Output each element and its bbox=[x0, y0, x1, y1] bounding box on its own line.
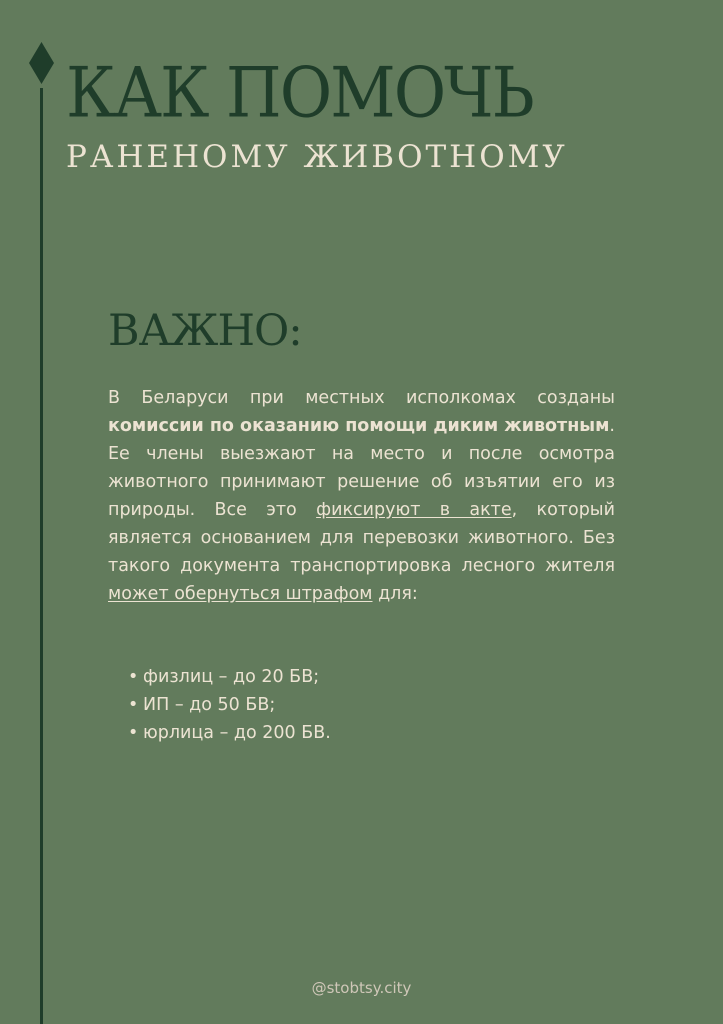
body-underlined-phrase: может обернуться штрафом bbox=[108, 584, 373, 604]
page-subtitle: РАНЕНОМУ ЖИВОТНОМУ bbox=[66, 139, 568, 175]
list-item: • ИП – до 50 БВ; bbox=[128, 691, 331, 719]
section-heading: ВАЖНО: bbox=[108, 306, 302, 356]
body-paragraph bbox=[108, 384, 615, 608]
body-text-part: В Беларуси при местных исполкомах созданы bbox=[108, 388, 615, 408]
body-text-part: для: bbox=[372, 584, 418, 604]
list-item: • юрлица – до 200 БВ. bbox=[128, 719, 331, 747]
footer-handle: @stobtsy.city bbox=[311, 979, 412, 997]
list-item: • физлиц – до 20 БВ; bbox=[128, 663, 331, 691]
diamond-icon bbox=[29, 42, 54, 84]
body-text-part: . Ее члены выезжают на место и после осмотра животного принимают решение об изъятии его из природы. Все это bbox=[108, 416, 615, 520]
page-title: КАК ПОМОЧЬ bbox=[66, 53, 533, 134]
body-text-part: , который является основанием для перевозки животного. Без такого документа транспортировка лесного жителя bbox=[108, 500, 615, 576]
body-bold-phrase: комиссии по оказанию помощи диким животным bbox=[108, 416, 610, 436]
decorative-vertical-line bbox=[40, 88, 43, 1024]
fines-list bbox=[128, 663, 331, 747]
body-underlined-phrase: фиксируют в акте bbox=[316, 500, 512, 520]
